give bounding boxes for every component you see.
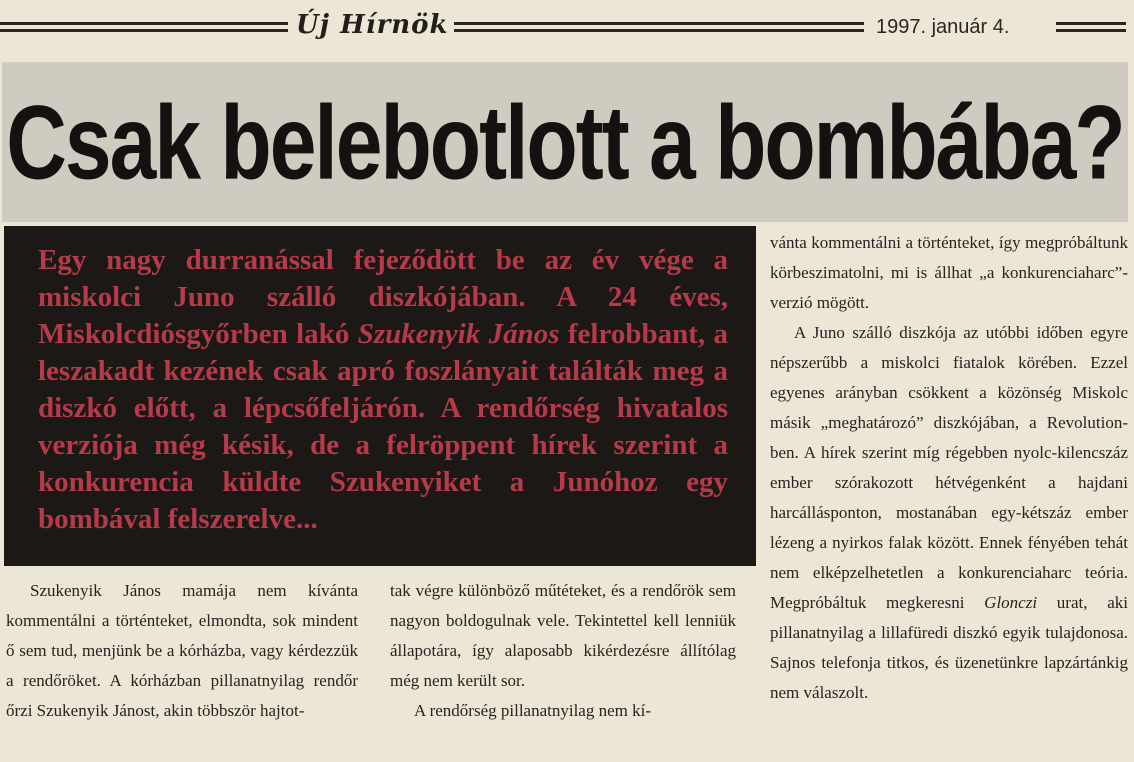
lead-text-part2: felrobbant, a leszakadt kezének csak apró foszlányait találták meg a diszkó előtt, a lépcsőfeljárón. A rendőrség hivatalos verziója még késik, de a felröppent hírek szerint a konkurencia küldte Szukenyiket a Junóhoz egy bombával felszerelve... (38, 318, 729, 535)
column3-person-name: Glonczi (984, 593, 1038, 612)
article-column-2 (390, 576, 736, 726)
masthead-title: Új Hírnök (296, 10, 449, 40)
column3-text-part2: urat, aki pillanatnyilag a lillafüredi diszkó egyik tulajdonosa. Sajnos telefonja titkos, és üzenetünkre lapzártánkig nem válaszolt. (770, 593, 1128, 702)
column1-paragraph-1: Szukenyik János mamája nem kívánta kommentálni a történteket, elmondta, sok mindent ő sem tud, menjünk be a kórházba, vagy kérdezzük a rendőröket. A kórházban pillanatnyilag rendőr őrzi Szukenyik Jánost, akin többször hajtot- (6, 581, 358, 720)
article-column-3 (770, 228, 1128, 708)
masthead-rule-left (0, 22, 288, 32)
lead-text-part1: Egy nagy durranással fejeződött be az év vége a miskolci Juno szálló diszkójában. A 24 éves, Miskolcdiósgyőrben lakó (38, 244, 728, 350)
article-column-1 (6, 576, 358, 726)
column2-paragraph-2: A rendőrség pillanatnyilag nem kí- (414, 701, 651, 720)
headline-band (2, 62, 1128, 222)
headline: Csak belebotlott a bombába? (6, 83, 1124, 201)
masthead-rule-right (1056, 22, 1126, 32)
column2-paragraph-1: tak végre különböző műtéteket, és a rendőrök sem nagyon boldogulnak vele. Tekintettel kell lenniük állapotára, így alaposabb kikérdezésre állítólag még nem került sor. (390, 581, 736, 690)
column3-paragraph-1: vánta kommentálni a történteket, így megpróbáltunk körbeszimatolni, mi is állhat „a konkurenciaharc”-verzió mögött. (770, 233, 1128, 312)
masthead-rule-middle (454, 22, 864, 32)
column3-paragraph-2 (770, 318, 1128, 708)
column3-text-part1: A Juno szálló diszkója az utóbbi időben egyre népszerűbb a miskolci fiatalok körében. Ezzel egyenes arányban csökkent a közönség Miskolc másik „meghatározó” diszkójában, a Revolution-ben. A hírek szerint míg régebben nyolc-kilencszáz ember szórakozott hétvégenként a hajdani harcállásponton, mostanában egy-kétszáz ember lézeng a nyirkos falak között. Ennek fényében tehát nem elképzelhetetlen a konkurenciaharc teória. Megpróbáltuk megkeresni (770, 323, 1128, 612)
lead-paragraph (38, 242, 728, 538)
lead-box (4, 226, 756, 566)
issue-date: 1997. január 4. (876, 16, 1010, 38)
lead-person-name: Szukenyik János (357, 318, 560, 350)
